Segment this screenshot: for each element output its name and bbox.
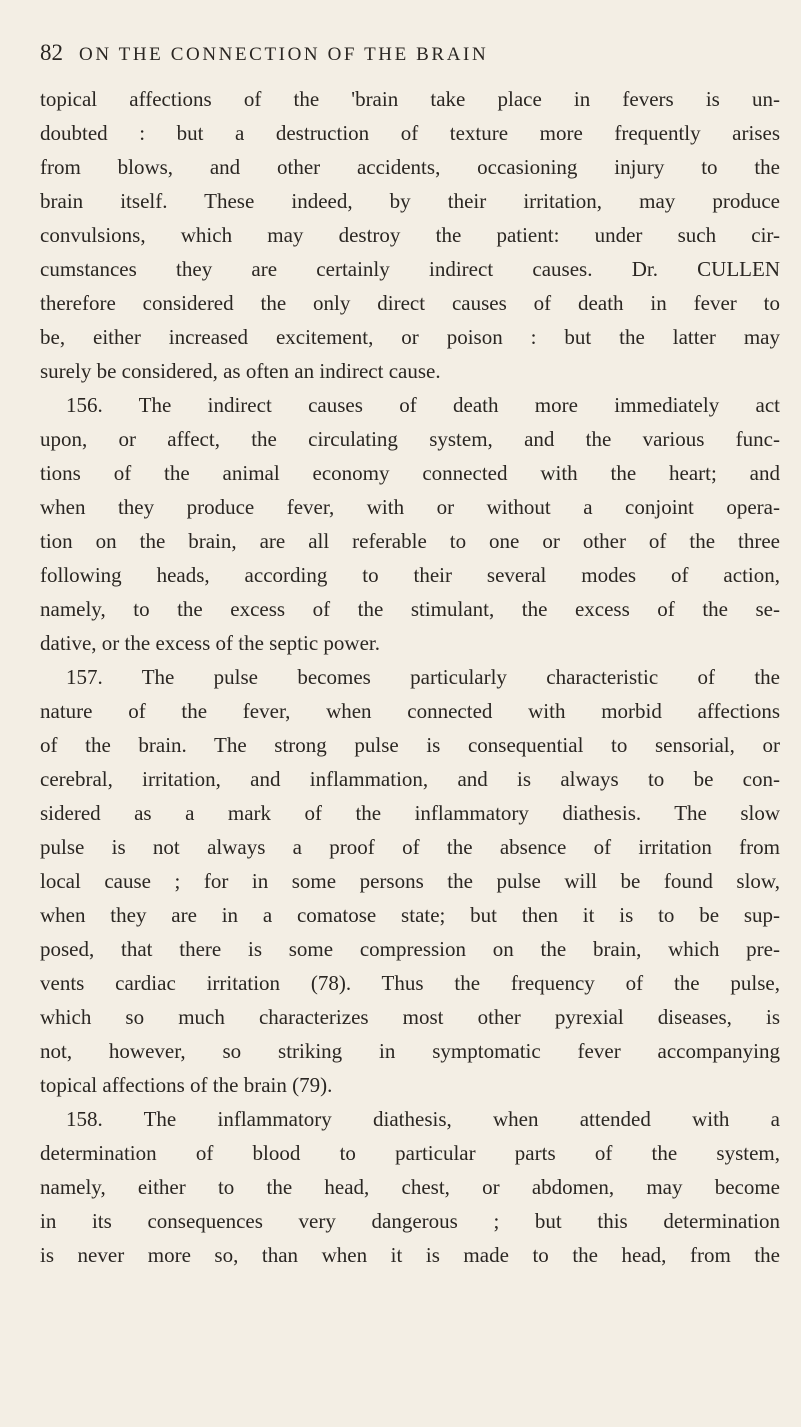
- text-line: doubted : but a destruction of texture more frequently arises: [40, 121, 780, 145]
- text-line: namely, to the excess of the stimulant, the excess of the se-: [40, 597, 780, 621]
- text-line: therefore considered the only direct causes of death in fever to: [40, 291, 780, 315]
- text-line: surely be considered, as often an indirect cause.: [40, 359, 441, 383]
- text-line: nature of the fever, when connected with morbid affections: [40, 699, 780, 723]
- text-line: upon, or affect, the circulating system, and the various func-: [40, 427, 780, 451]
- text-line: cumstances they are certainly indirect causes. Dr. CULLEN: [40, 257, 780, 281]
- text-line: when they produce fever, with or without a conjoint opera-: [40, 495, 780, 519]
- text-line: following heads, according to their several modes of action,: [40, 563, 780, 587]
- text-line: dative, or the excess of the septic power.: [40, 631, 380, 655]
- text-line: vents cardiac irritation (78). Thus the frequency of the pulse,: [40, 971, 780, 995]
- text-line: determination of blood to particular parts of the system,: [40, 1141, 780, 1165]
- running-title: ON THE CONNECTION OF THE BRAIN: [79, 44, 489, 65]
- text-line: namely, either to the head, chest, or abdomen, may become: [40, 1175, 780, 1199]
- text-line: of the brain. The strong pulse is consequential to sensorial, or: [40, 733, 780, 757]
- text-line: not, however, so striking in symptomatic fever accompanying: [40, 1039, 780, 1063]
- text-line: 158. The inflammatory diathesis, when attended with a: [66, 1107, 780, 1131]
- text-line: 157. The pulse becomes particularly characteristic of the: [66, 665, 780, 689]
- text-line: when they are in a comatose state; but then it is to be sup-: [40, 903, 780, 927]
- page-number: 82: [40, 40, 63, 65]
- text-line: in its consequences very dangerous ; but this determination: [40, 1209, 780, 1233]
- text-line: is never more so, than when it is made to the head, from the: [40, 1243, 780, 1267]
- text-line: brain itself. These indeed, by their irritation, may produce: [40, 189, 780, 213]
- text-line: local cause ; for in some persons the pulse will be found slow,: [40, 869, 780, 893]
- text-line: tion on the brain, are all referable to one or other of the three: [40, 529, 780, 553]
- text-line: topical affections of the brain (79).: [40, 1073, 333, 1097]
- text-line: convulsions, which may destroy the patient: under such cir-: [40, 223, 780, 247]
- text-line: be, either increased excitement, or poison : but the latter may: [40, 325, 780, 349]
- text-line: 156. The indirect causes of death more immediately act: [66, 393, 780, 417]
- text-line: topical affections of the 'brain take place in fevers is un-: [40, 87, 780, 111]
- text-line: cerebral, irritation, and inflammation, and is always to be con-: [40, 767, 780, 791]
- text-line: sidered as a mark of the inflammatory diathesis. The slow: [40, 801, 780, 825]
- text-line: from blows, and other accidents, occasioning injury to the: [40, 155, 780, 179]
- text-line: which so much characterizes most other pyrexial diseases, is: [40, 1005, 780, 1029]
- text-line: pulse is not always a proof of the absence of irritation from: [40, 835, 780, 859]
- text-line: posed, that there is some compression on the brain, which pre-: [40, 937, 780, 961]
- running-header: [40, 40, 780, 66]
- text-line: tions of the animal economy connected with the heart; and: [40, 461, 780, 485]
